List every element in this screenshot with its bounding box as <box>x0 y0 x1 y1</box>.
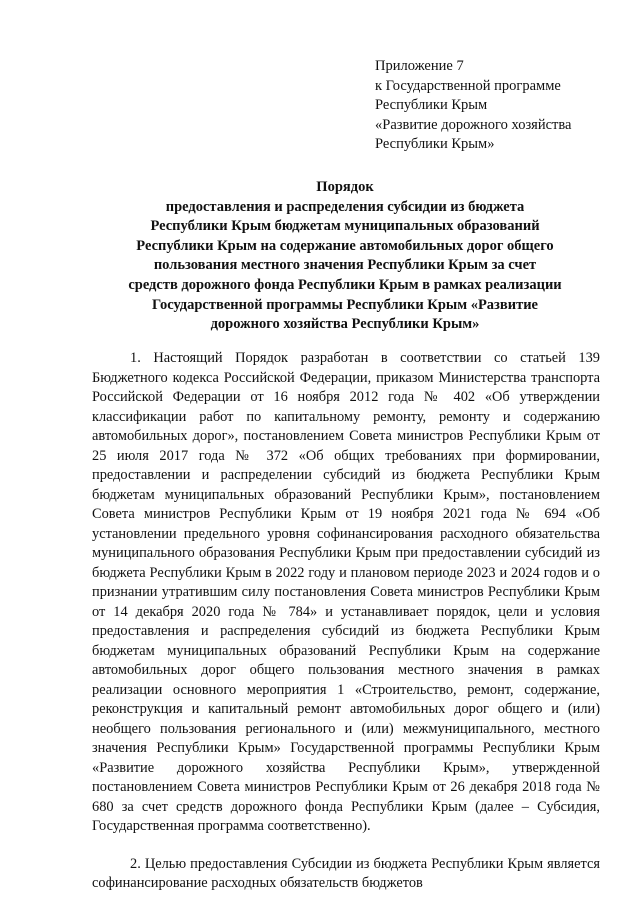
title-line: дорожного хозяйства Республики Крым» <box>210 316 480 333</box>
title-line: Государственной программы Республики Крым «Развитие <box>152 296 538 313</box>
document-body <box>92 349 600 894</box>
document-title <box>90 178 600 335</box>
appendix-line: «Развитие дорожного хозяйства <box>375 116 572 133</box>
appendix-line: Республики Крым» <box>375 136 495 152</box>
title-line: Порядок <box>316 179 374 195</box>
title-line: Республики Крым на содержание автомобильных дорог общего <box>136 237 554 254</box>
paragraph-1: 1. Настоящий Порядок разработан в соответствии со статьей 139 Бюджетного кодекса Российской Федерации, приказом Министерства транспорта Российской Федерации от 16 ноября 2012 года № 402 «Об утверждении классификации работ по капитальному ремонту, ремонту и содержанию автомобильных дорог», постановлением Совета министров Республики Крым от 25 июля 2017 года № 372 «Об общих требованиях при формировании, предоставлении и распределении субсидий из бюджета Республики Крым бюджетам муниципальных образований Республики Крым», постановлением Совета министров Республики Крым от 19 ноября 2021 года № 694 «Об установлении предельного уровня софинансирования расходного обязательства муниципального образования Республики Крым при предоставлении субсидий из бюджета Республики Крым в 2022 году и плановом периоде 2023 и 2024 годов и о признании утратившим силу постановления Совета министров Республики Крым от 14 декабря 2020 года № 784» и устанавливает порядок, цели и условия предоставления и распределения субсидий из бюджета Республики Крым бюджетам муниципальных образований Республики Крым на содержание автомобильных дорог общего пользования местного значения в рамках реализации основного мероприятия 1 «Строительство, ремонт, содержание, реконструкция и капитальный ремонт автомобильных дорог общего и (или) необщего пользования регионального и (или) межмуниципального, местного значения Республики Крым» Государственной программы Республики Крым «Развитие дорожного хозяйства Республики Крым», утвержденной постановлением Совета министров Республики Крым от 26 декабря 2018 года № 680 за счет средств дорожного фонда Республики Крым (далее – Субсидия, Государственная программа соответственно). <box>92 350 600 834</box>
title-line: Республики Крым бюджетам муниципальных образований <box>150 218 540 235</box>
appendix-note <box>375 57 571 155</box>
appendix-line: Республики Крым <box>375 97 488 113</box>
appendix-line: к Государственной программе <box>375 77 561 94</box>
title-line: предоставления и распределения субсидии из бюджета <box>165 198 525 215</box>
title-line: пользования местного значения Республики Крым за счет <box>153 257 537 274</box>
paragraph-2: 2. Целью предоставления Субсидии из бюджета Республики Крым является софинансирование расходных обязательств бюджетов <box>92 855 600 891</box>
appendix-line: Приложение 7 <box>375 58 464 74</box>
title-line: средств дорожного фонда Республики Крым в рамках реализации <box>128 276 562 293</box>
